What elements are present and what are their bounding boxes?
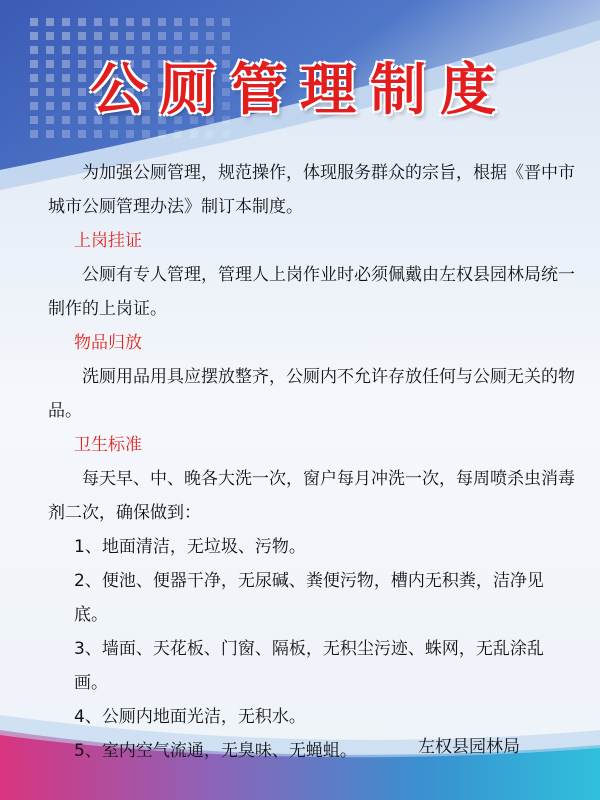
dot-square (142, 18, 150, 26)
section-paragraph: 公厕有专人管理，管理人上岗作业时必须佩戴由左权县园林局统一制作的上岗证。 (48, 265, 575, 319)
dot-square (222, 18, 230, 26)
dot-square (206, 18, 214, 26)
dot-square (206, 130, 214, 138)
dot-square (110, 18, 118, 26)
section-heading: 卫生标准 (74, 435, 142, 455)
signature: 左权县园林局 (418, 737, 520, 757)
dot-square (78, 130, 86, 138)
dot-square (190, 32, 198, 40)
dot-square (158, 18, 166, 26)
dot-square (30, 130, 38, 138)
dot-square (206, 32, 214, 40)
dot-square (46, 18, 54, 26)
dot-square (94, 32, 102, 40)
dot-square (78, 32, 86, 40)
list-item: 4、公厕内地面光洁，无积水。 (74, 707, 306, 727)
dot-square (62, 32, 70, 40)
dot-square (174, 130, 182, 138)
dot-square (62, 130, 70, 138)
section-heading: 上岗挂证 (74, 231, 142, 251)
dot-square (158, 130, 166, 138)
intro-paragraph: 为加强公厕管理，规范操作，体现服务群众的宗旨，根据《晋中市城市公厕管理办法》制订本制度。 (48, 163, 575, 217)
document-body (48, 156, 576, 768)
dot-square (46, 32, 54, 40)
dot-square (110, 32, 118, 40)
list-item: 2、便池、便器干净，无尿碱、粪便污物，槽内无积粪，洁净见底。 (74, 571, 544, 625)
dot-square (126, 130, 134, 138)
section-paragraph: 每天早、中、晚各大洗一次，窗户每月冲洗一次，每周喷杀虫消毒剂二次，确保做到： (48, 469, 575, 523)
section-paragraph: 洗厕用品用具应摆放整齐，公厕内不允许存放任何与公厕无关的物品。 (48, 367, 575, 421)
dot-square (94, 18, 102, 26)
list-item: 5、室内空气流通，无臭味、无蝇蛆。 (74, 741, 357, 761)
dot-square (94, 130, 102, 138)
dot-square (142, 130, 150, 138)
dot-square (190, 130, 198, 138)
dot-square (222, 32, 230, 40)
dot-square (62, 18, 70, 26)
dot-square (142, 32, 150, 40)
page-title: 公厕管理制度 (90, 57, 510, 123)
dot-square (46, 130, 54, 138)
dot-square (174, 32, 182, 40)
dot-square (30, 18, 38, 26)
dot-square (174, 18, 182, 26)
dot-square (110, 130, 118, 138)
dot-square (222, 130, 230, 138)
section-heading: 物品归放 (74, 333, 142, 353)
dot-square (126, 18, 134, 26)
list-item: 3、墙面、天花板、门窗、隔板，无积尘污迹、蛛网，无乱涂乱画。 (74, 639, 544, 693)
dot-square (190, 18, 198, 26)
dot-square (30, 32, 38, 40)
dot-square (78, 18, 86, 26)
list-item: 1、地面清洁，无垃圾、污物。 (74, 537, 306, 557)
dot-square (126, 32, 134, 40)
dot-square (158, 32, 166, 40)
